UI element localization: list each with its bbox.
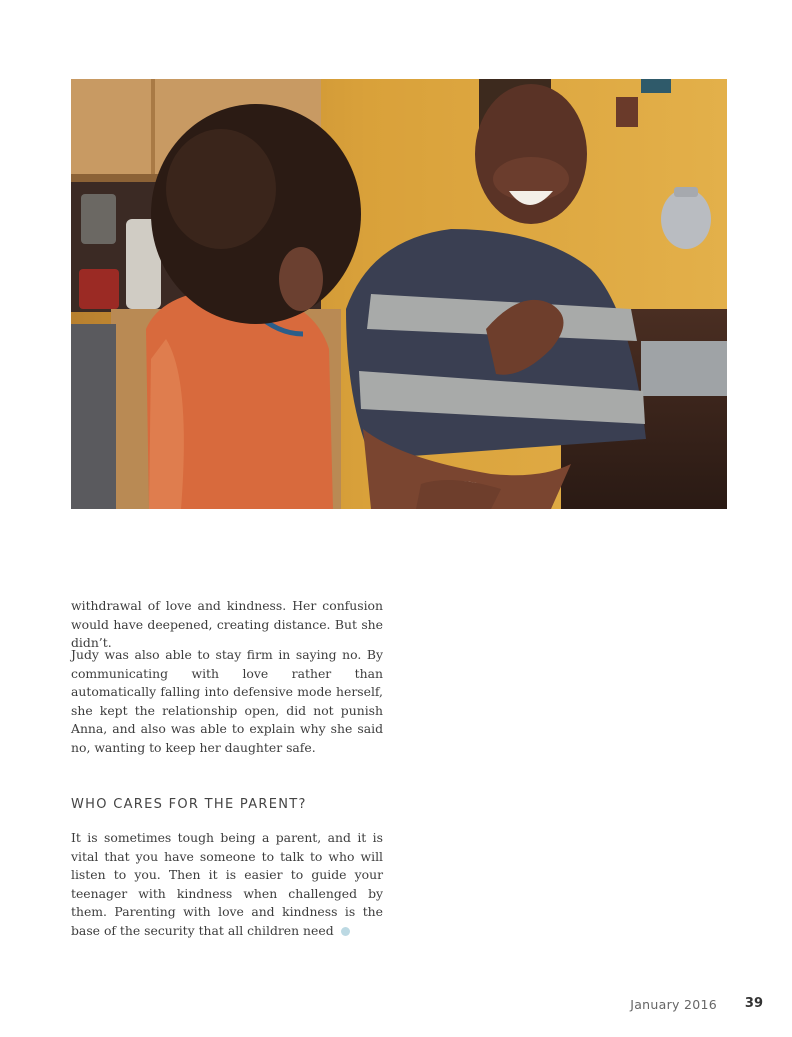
paragraph-text xyxy=(71,829,383,941)
section-heading: WHO CARES FOR THE PARENT? xyxy=(71,797,307,812)
footer-issue-date: January 2016 xyxy=(630,997,717,1012)
footer-page-number: 39 xyxy=(744,996,763,1011)
article-paragraph xyxy=(71,829,383,941)
paragraph-text: Judy was also able to stay firm in saying no. By communicating with love rather than automatically falling into defensive mode herself, she kept the relationship open, did not punish Anna, and also was able to explain why she said no, wanting to keep her daughter safe. xyxy=(71,647,383,755)
closing-paragraph-text: It is sometimes tough being a parent, and it is vital that you have someone to talk to who will listen to you. Then it is easier to guide your teenager with kindness when challenged by them. Parenting with love and kindness is the base of the security that all children need xyxy=(71,830,383,938)
article-paragraph xyxy=(71,646,383,758)
article-paragraph xyxy=(71,597,383,653)
end-mark-dot-icon xyxy=(341,927,350,936)
paragraph-text: withdrawal of love and kindness. Her confusion would have deepened, creating distance. But she didn’t. xyxy=(71,598,383,651)
article-photo xyxy=(71,79,727,509)
